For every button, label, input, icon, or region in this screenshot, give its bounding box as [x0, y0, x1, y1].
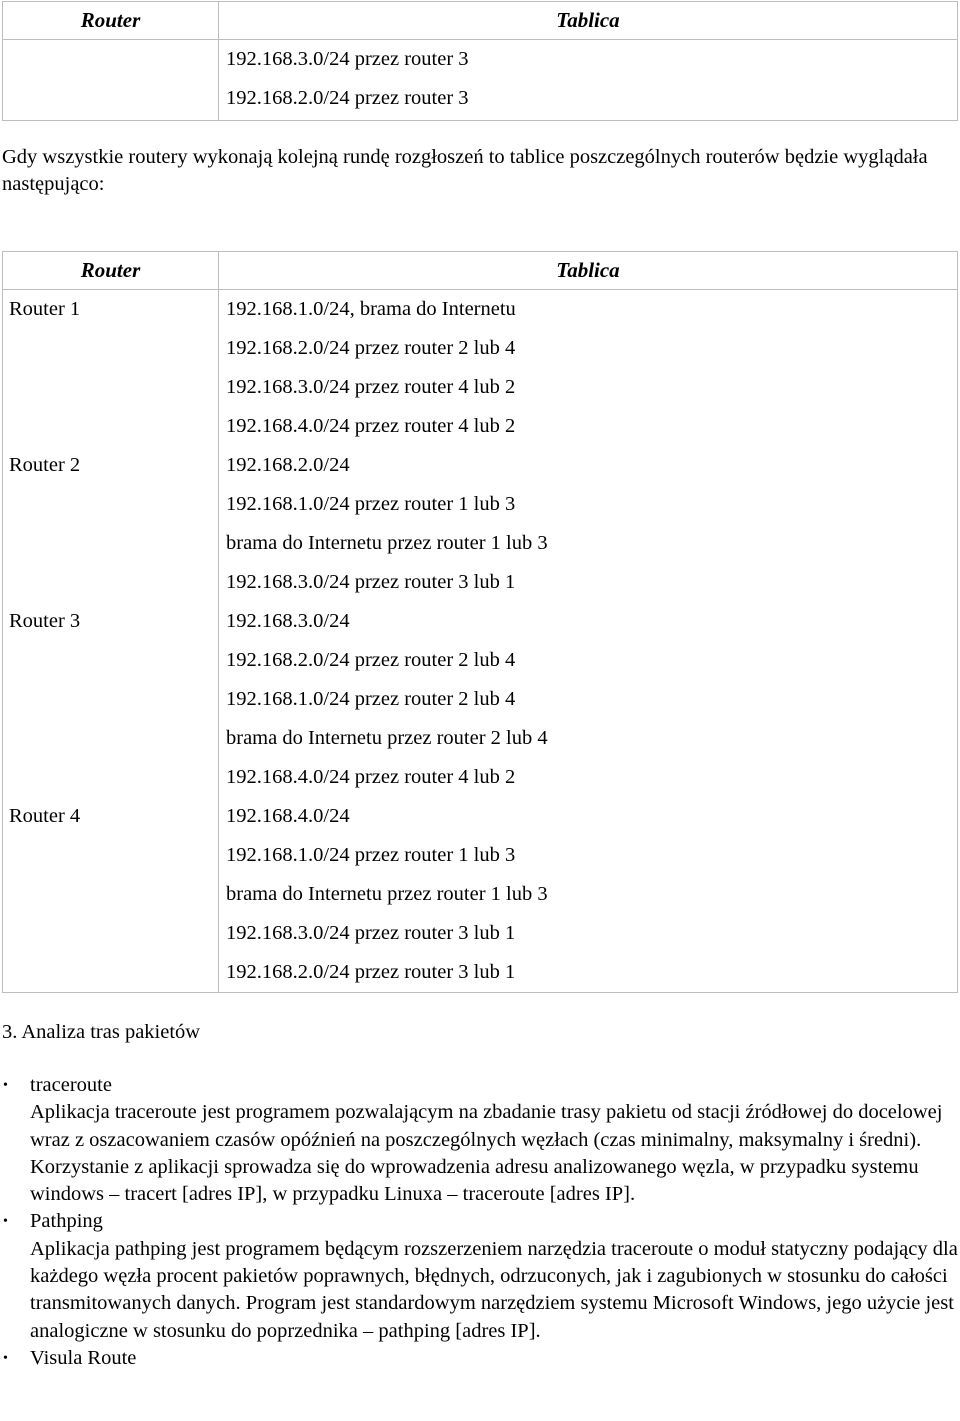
table-header-row — [3, 2, 958, 40]
route-entry: 192.168.1.0/24, brama do Internetu — [226, 298, 516, 320]
routing-table-final — [2, 251, 958, 993]
route-entry: 192.168.1.0/24 przez router 2 lub 4 — [226, 688, 516, 710]
route-entry: 192.168.2.0/24 — [226, 454, 350, 476]
route-entry: brama do Internetu przez router 1 lub 3 — [226, 883, 548, 905]
route-entry: 192.168.4.0/24 przez router 4 lub 2 — [226, 415, 516, 437]
router-cell — [3, 40, 219, 121]
route-entry: brama do Internetu przez router 1 lub 3 — [226, 532, 548, 554]
route-entry: 192.168.4.0/24 — [226, 805, 350, 827]
router-name: Router 3 — [9, 610, 81, 632]
router-name: Router 4 — [9, 805, 81, 827]
intro-paragraph: Gdy wszystkie routery wykonają kolejną rundę rozgłoszeń to tablice poszczególnych routerów będzie wyglądała następująco: — [2, 146, 928, 195]
list-item-text: Aplikacja traceroute jest programem pozwalającym na zbadanie trasy pakietu od stacji źródłowej do docelowej wraz z oszacowaniem czasów opóźnień na poszczególnych węzłach (czas minimalny, maksymalny i średni). Korzystanie z aplikacji sprowadza się do wprowadzenia adresu analizowanego węzla, w przypadku systemu windows – tracert [adres IP], w przypadku Linuxa – traceroute [adres IP]. — [30, 1101, 943, 1206]
list-item — [0, 1072, 960, 1099]
entries-cell — [219, 40, 958, 121]
route-entry: 192.168.3.0/24 przez router 3 — [226, 48, 469, 70]
list-item-text: Aplikacja pathping jest programem będącym rozszerzeniem narzędzia traceroute o moduł statyczny podający dla każdego węzła procent pakietów poprawnych, błędnych, odrzuconych, jak i zagubionych w stosunku do całości transmitowanych danych. Program jest standardowym narzędziem systemu Microsoft Windows, jego użycie jest analogiczne w stosunku do poprzednika – pathping [adres IP]. — [30, 1237, 958, 1342]
route-entry: 192.168.2.0/24 przez router 2 lub 4 — [226, 649, 516, 671]
list-item — [0, 1345, 960, 1372]
route-entry: 192.168.2.0/24 przez router 3 lub 1 — [226, 961, 516, 983]
list-item — [0, 1208, 960, 1235]
routing-table-initial — [2, 1, 958, 121]
header-router: Router — [3, 252, 219, 290]
list-item-title: Pathping — [30, 1210, 103, 1233]
cell-spacer — [219, 118, 957, 120]
list-item-title: Visula Route — [30, 1346, 137, 1369]
route-entry: brama do Internetu przez router 2 lub 4 — [226, 727, 548, 749]
route-entry: 192.168.2.0/24 przez router 2 lub 4 — [226, 337, 516, 359]
route-entry: 192.168.1.0/24 przez router 1 lub 3 — [226, 493, 516, 515]
table-row — [3, 40, 958, 121]
route-entry: 192.168.4.0/24 przez router 4 lub 2 — [226, 766, 516, 788]
table-header-row — [3, 252, 958, 290]
route-entry: 192.168.3.0/24 przez router 3 lub 1 — [226, 571, 516, 593]
router-name: Router 1 — [9, 298, 81, 320]
bullet-icon: • — [3, 1078, 8, 1093]
header-table: Tablica — [219, 252, 958, 290]
router-name — [3, 40, 218, 79]
bullet-icon: • — [3, 1214, 8, 1230]
section-heading: 3. Analiza tras pakietów — [2, 1021, 201, 1043]
route-entry: 192.168.3.0/24 przez router 3 lub 1 — [226, 922, 516, 944]
router-cell — [3, 290, 219, 993]
router-name: Router 2 — [9, 454, 81, 476]
route-entry: 192.168.3.0/24 — [226, 610, 350, 632]
entries-cell — [219, 290, 958, 993]
header-table: Tablica — [219, 2, 958, 40]
route-entry: 192.168.3.0/24 przez router 4 lub 2 — [226, 376, 516, 398]
bullet-list — [0, 1072, 960, 1372]
bullet-icon: • — [3, 1350, 8, 1366]
header-router: Router — [3, 2, 219, 40]
route-entry: 192.168.1.0/24 przez router 1 lub 3 — [226, 844, 516, 866]
list-item-title: traceroute — [30, 1074, 112, 1096]
table-row — [3, 290, 958, 993]
route-entry: 192.168.2.0/24 przez router 3 — [226, 87, 469, 109]
